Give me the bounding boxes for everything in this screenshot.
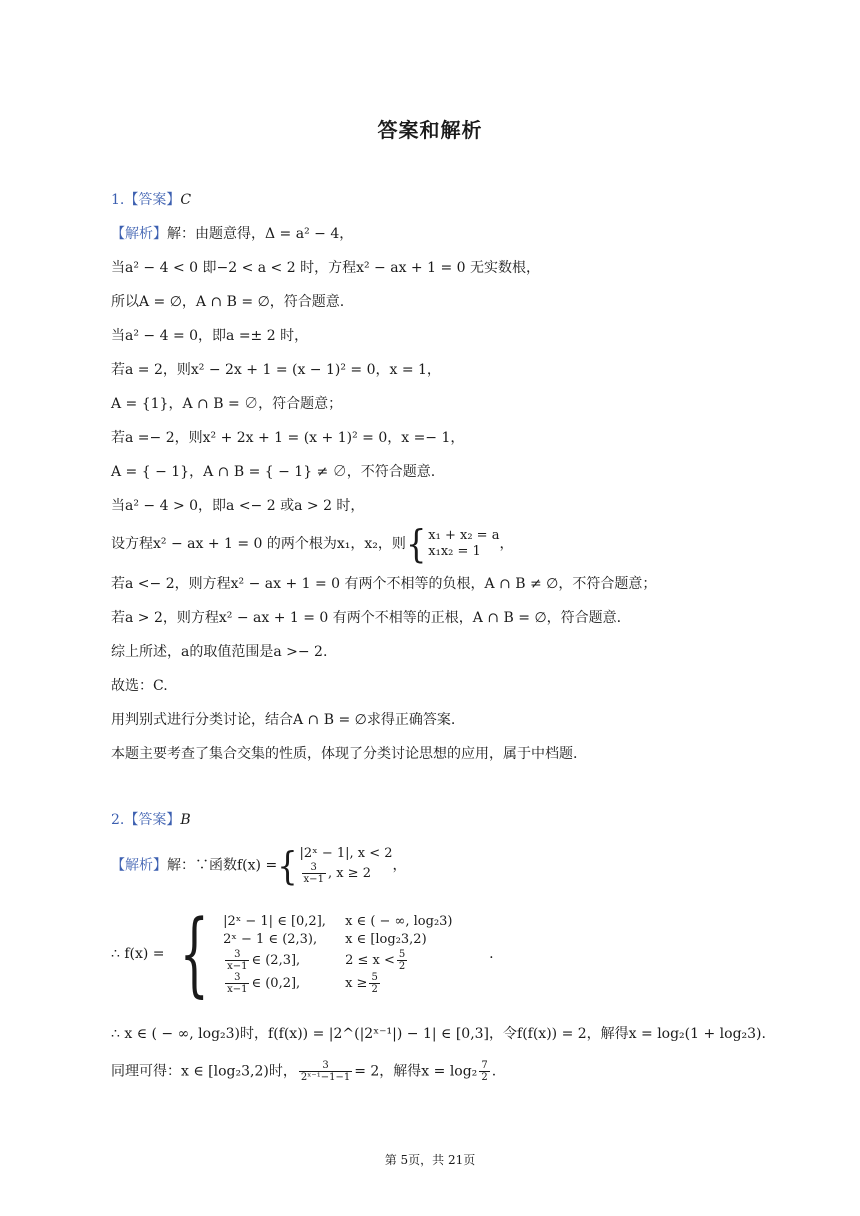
fn-case-2-condition: , x ≥ 2 xyxy=(327,866,371,881)
fraction xyxy=(299,1060,352,1083)
pw-expr: |2ˣ − 1| ∈ [0,2], xyxy=(223,914,326,929)
page-footer: 第 5页，共 21页 xyxy=(384,1153,476,1167)
fraction xyxy=(397,949,407,972)
pw-cond-head: x ≥ xyxy=(345,976,368,991)
pw-row xyxy=(223,931,495,949)
q2-text-b xyxy=(111,1060,496,1083)
pw-cond: x ∈ [log₂3,2) xyxy=(345,932,427,947)
q1-text-2: 当a² − 4 < 0 即−2 < a < 2 时，方程x² − ax + 1 = 0 无实数根， xyxy=(111,260,540,276)
pw-cond xyxy=(345,949,495,972)
fraction-numerator: 3 xyxy=(299,1060,352,1072)
q1-text-16: 本题主要考查了集合交集的性质，体现了分类讨论思想的应用，属于中档题. xyxy=(111,746,578,762)
pw-row xyxy=(223,913,495,931)
pw-expr xyxy=(223,949,345,972)
fraction xyxy=(302,862,326,885)
fraction-denominator: x−1 xyxy=(227,961,248,972)
q1-text-6: A = {1}，A ∩ B = ∅，符合题意； xyxy=(111,396,343,412)
page-title: 答案和解析 xyxy=(377,118,483,142)
q1-text-10-prefix: 设方程x² − ax + 1 = 0 的两个根为x₁，x₂，则 xyxy=(111,536,406,552)
q1-text-5: 若a = 2，则x² − 2x + 1 = (x − 1)² = 0，x = 1， xyxy=(111,362,441,378)
fraction-denominator: x−1 xyxy=(227,984,248,995)
q2-text-b-mid: = 2，解得x = log₂ xyxy=(354,1063,478,1080)
q2-answer-line xyxy=(111,810,191,830)
pw-row xyxy=(223,949,495,972)
pw-cond xyxy=(345,972,495,995)
fraction-numerator: 7 xyxy=(481,1060,488,1071)
pw-expr-tail: ∈ (2,3], xyxy=(251,953,301,968)
q1-text-1: 解：由题意得，Δ = a² − 4， xyxy=(167,226,354,242)
fraction-denominator: 2ˣ⁻¹−1−1 xyxy=(300,1072,351,1083)
left-brace: { xyxy=(179,900,209,1007)
q1-answer-line xyxy=(111,190,191,210)
q1-analysis-line-1 xyxy=(111,224,353,244)
function-cases xyxy=(300,846,393,885)
q1-text-10-suffix: ， xyxy=(499,536,514,552)
system-row-1: x₁ + x₂ = a xyxy=(428,528,500,543)
q1-text-11: 若a <− 2，则方程x² − ax + 1 = 0 有两个不相等的负根，A ∩ B ≠ ∅，不符合题意； xyxy=(111,576,657,592)
fraction xyxy=(225,972,249,995)
pw-suffix: . xyxy=(489,946,494,962)
fn-case-2 xyxy=(300,862,393,885)
left-brace: { xyxy=(277,842,298,889)
equation-system xyxy=(428,528,499,560)
fraction xyxy=(369,972,379,995)
q2-fn-prefix: 解：∵函数f(x) = xyxy=(167,857,278,874)
fraction xyxy=(225,949,249,972)
pw-expr: 2ˣ − 1 ∈ (2,3), xyxy=(223,932,318,947)
q1-text-4: 当a² − 4 = 0，即a =± 2 时， xyxy=(111,328,309,344)
q2-analysis-tag: 【解析】 xyxy=(111,857,167,874)
fraction-denominator: 2 xyxy=(481,1072,488,1083)
pw-expr-tail: ∈ (0,2], xyxy=(251,976,301,991)
q1-text-10 xyxy=(111,521,514,567)
q2-text-b-prefix: 同理可得：x ∈ [log₂3,2)时， xyxy=(111,1063,297,1080)
fraction-denominator: 2 xyxy=(398,961,406,972)
q2-function-def xyxy=(111,842,407,889)
q1-text-12: 若a > 2，则方程x² − ax + 1 = 0 有两个不相等的正根，A ∩ B = ∅，符合题意. xyxy=(111,610,622,626)
fraction-numerator: 3 xyxy=(302,862,326,874)
q1-text-14: 故选：C. xyxy=(111,678,168,694)
piecewise-table xyxy=(223,913,495,995)
q1-text-8: A = { − 1}，A ∩ B = { − 1} ≠ ∅，不符合题意. xyxy=(111,464,436,480)
fraction-numerator: 3 xyxy=(225,972,249,984)
q1-answer-label: 1.【答案】 xyxy=(111,192,181,208)
q1-text-13: 综上所述，a的取值范围是a >− 2. xyxy=(111,644,328,660)
system-row-2: x₁x₂ = 1 xyxy=(428,544,481,559)
fraction-numerator: 5 xyxy=(398,949,406,960)
pw-cond-head: 2 ≤ x < xyxy=(345,953,395,968)
q2-answer-value: B xyxy=(180,812,191,828)
q1-analysis-tag: 【解析】 xyxy=(111,226,167,242)
q1-text-7: 若a =− 2，则x² + 2x + 1 = (x + 1)² = 0，x =− 1， xyxy=(111,430,465,446)
q2-piecewise xyxy=(111,900,494,1007)
q1-text-3: 所以A = ∅，A ∩ B = ∅，符合题意. xyxy=(111,294,345,310)
q2-answer-label: 2.【答案】 xyxy=(111,812,181,828)
fraction-numerator: 3 xyxy=(225,949,249,961)
q2-text-b-suffix: . xyxy=(491,1063,497,1080)
left-brace: { xyxy=(405,521,427,567)
fn-case-1: |2ˣ − 1|, x < 2 xyxy=(299,846,393,861)
pw-cond: x ∈ ( − ∞, log₂3) xyxy=(345,914,453,929)
q1-answer-value: C xyxy=(180,192,192,208)
pw-expr xyxy=(223,972,345,995)
fraction-denominator: x−1 xyxy=(303,874,324,885)
q2-fn-suffix: ， xyxy=(392,857,407,874)
pw-prefix: ∴ f(x) = xyxy=(111,946,165,962)
fraction-numerator: 5 xyxy=(371,972,378,983)
q2-text-a: ∴ x ∈ ( − ∞, log₂3)时，f(f(x)) = |2^(|2ˣ⁻¹|) − 1| ∈ [0,3]，令f(f(x)) = 2，解得x = log₂(1 + log₂3). xyxy=(111,1026,766,1042)
q1-text-9: 当a² − 4 > 0，即a <− 2 或a > 2 时， xyxy=(111,498,365,514)
fraction xyxy=(479,1060,489,1083)
pw-row xyxy=(223,972,495,995)
q1-text-15: 用判别式进行分类讨论，结合A ∩ B = ∅求得正确答案. xyxy=(111,712,456,728)
fraction-denominator: 2 xyxy=(371,984,378,995)
